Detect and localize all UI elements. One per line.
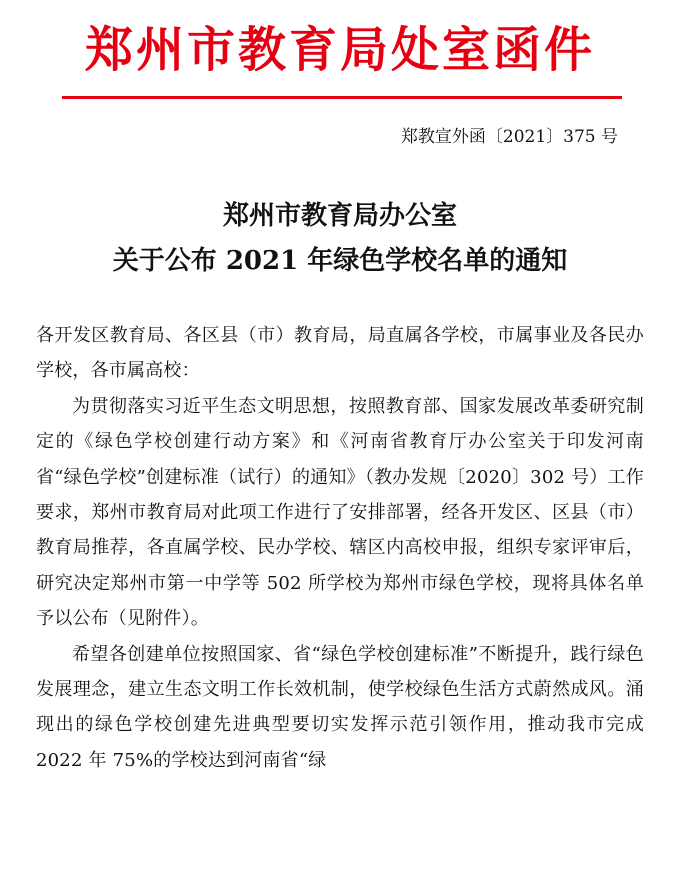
document-title-line-1: 郑州市教育局办公室 (222, 201, 457, 231)
body-paragraph-1: 为贯彻落实习近平生态文明思想，按照教育部、国家发展改革委研究制定的《绿色学校创建行动方案》和《河南省教育厅办公室关于印发河南省“绿色学校”创建标准（试行）的通知》（教办发规〔2020〕302 号）工作要求，郑州市教育局对此项工作进行了安排部署，经各开发区、区县（市）教育局推荐，各直属学校、民办学校、辖区内高校申报，组织专家评审后，研究决定郑州市第一中学等 502 所学校为郑州市绿色学校，现将具体名单予以公布（见附件）。 (36, 395, 644, 630)
document-title-line-2: 关于公布 2021 年绿色学校名单的通知 (112, 246, 568, 276)
document-body (36, 318, 644, 778)
body-paragraph-2: 希望各创建单位按照国家、省“绿色学校创建标准”不断提升，践行绿色发展理念，建立生态文明工作长效机制，使学校绿色生活方式蔚然成风。涌现出的绿色学校创建先进典型要切实发挥示范引领作用，推动我市完成 2022 年 75%的学校达到河南省“绿 (36, 643, 644, 771)
salutation: 各开发区教育局、各区县（市）教育局，局直属各学校，市属事业及各民办学校，各市属高校： (36, 325, 644, 382)
letterhead-title: 郑州市教育局处室函件 (84, 22, 595, 78)
document-number: 郑教宣外函〔2021〕375 号 (400, 127, 618, 147)
letterhead-red-rule (62, 96, 622, 99)
